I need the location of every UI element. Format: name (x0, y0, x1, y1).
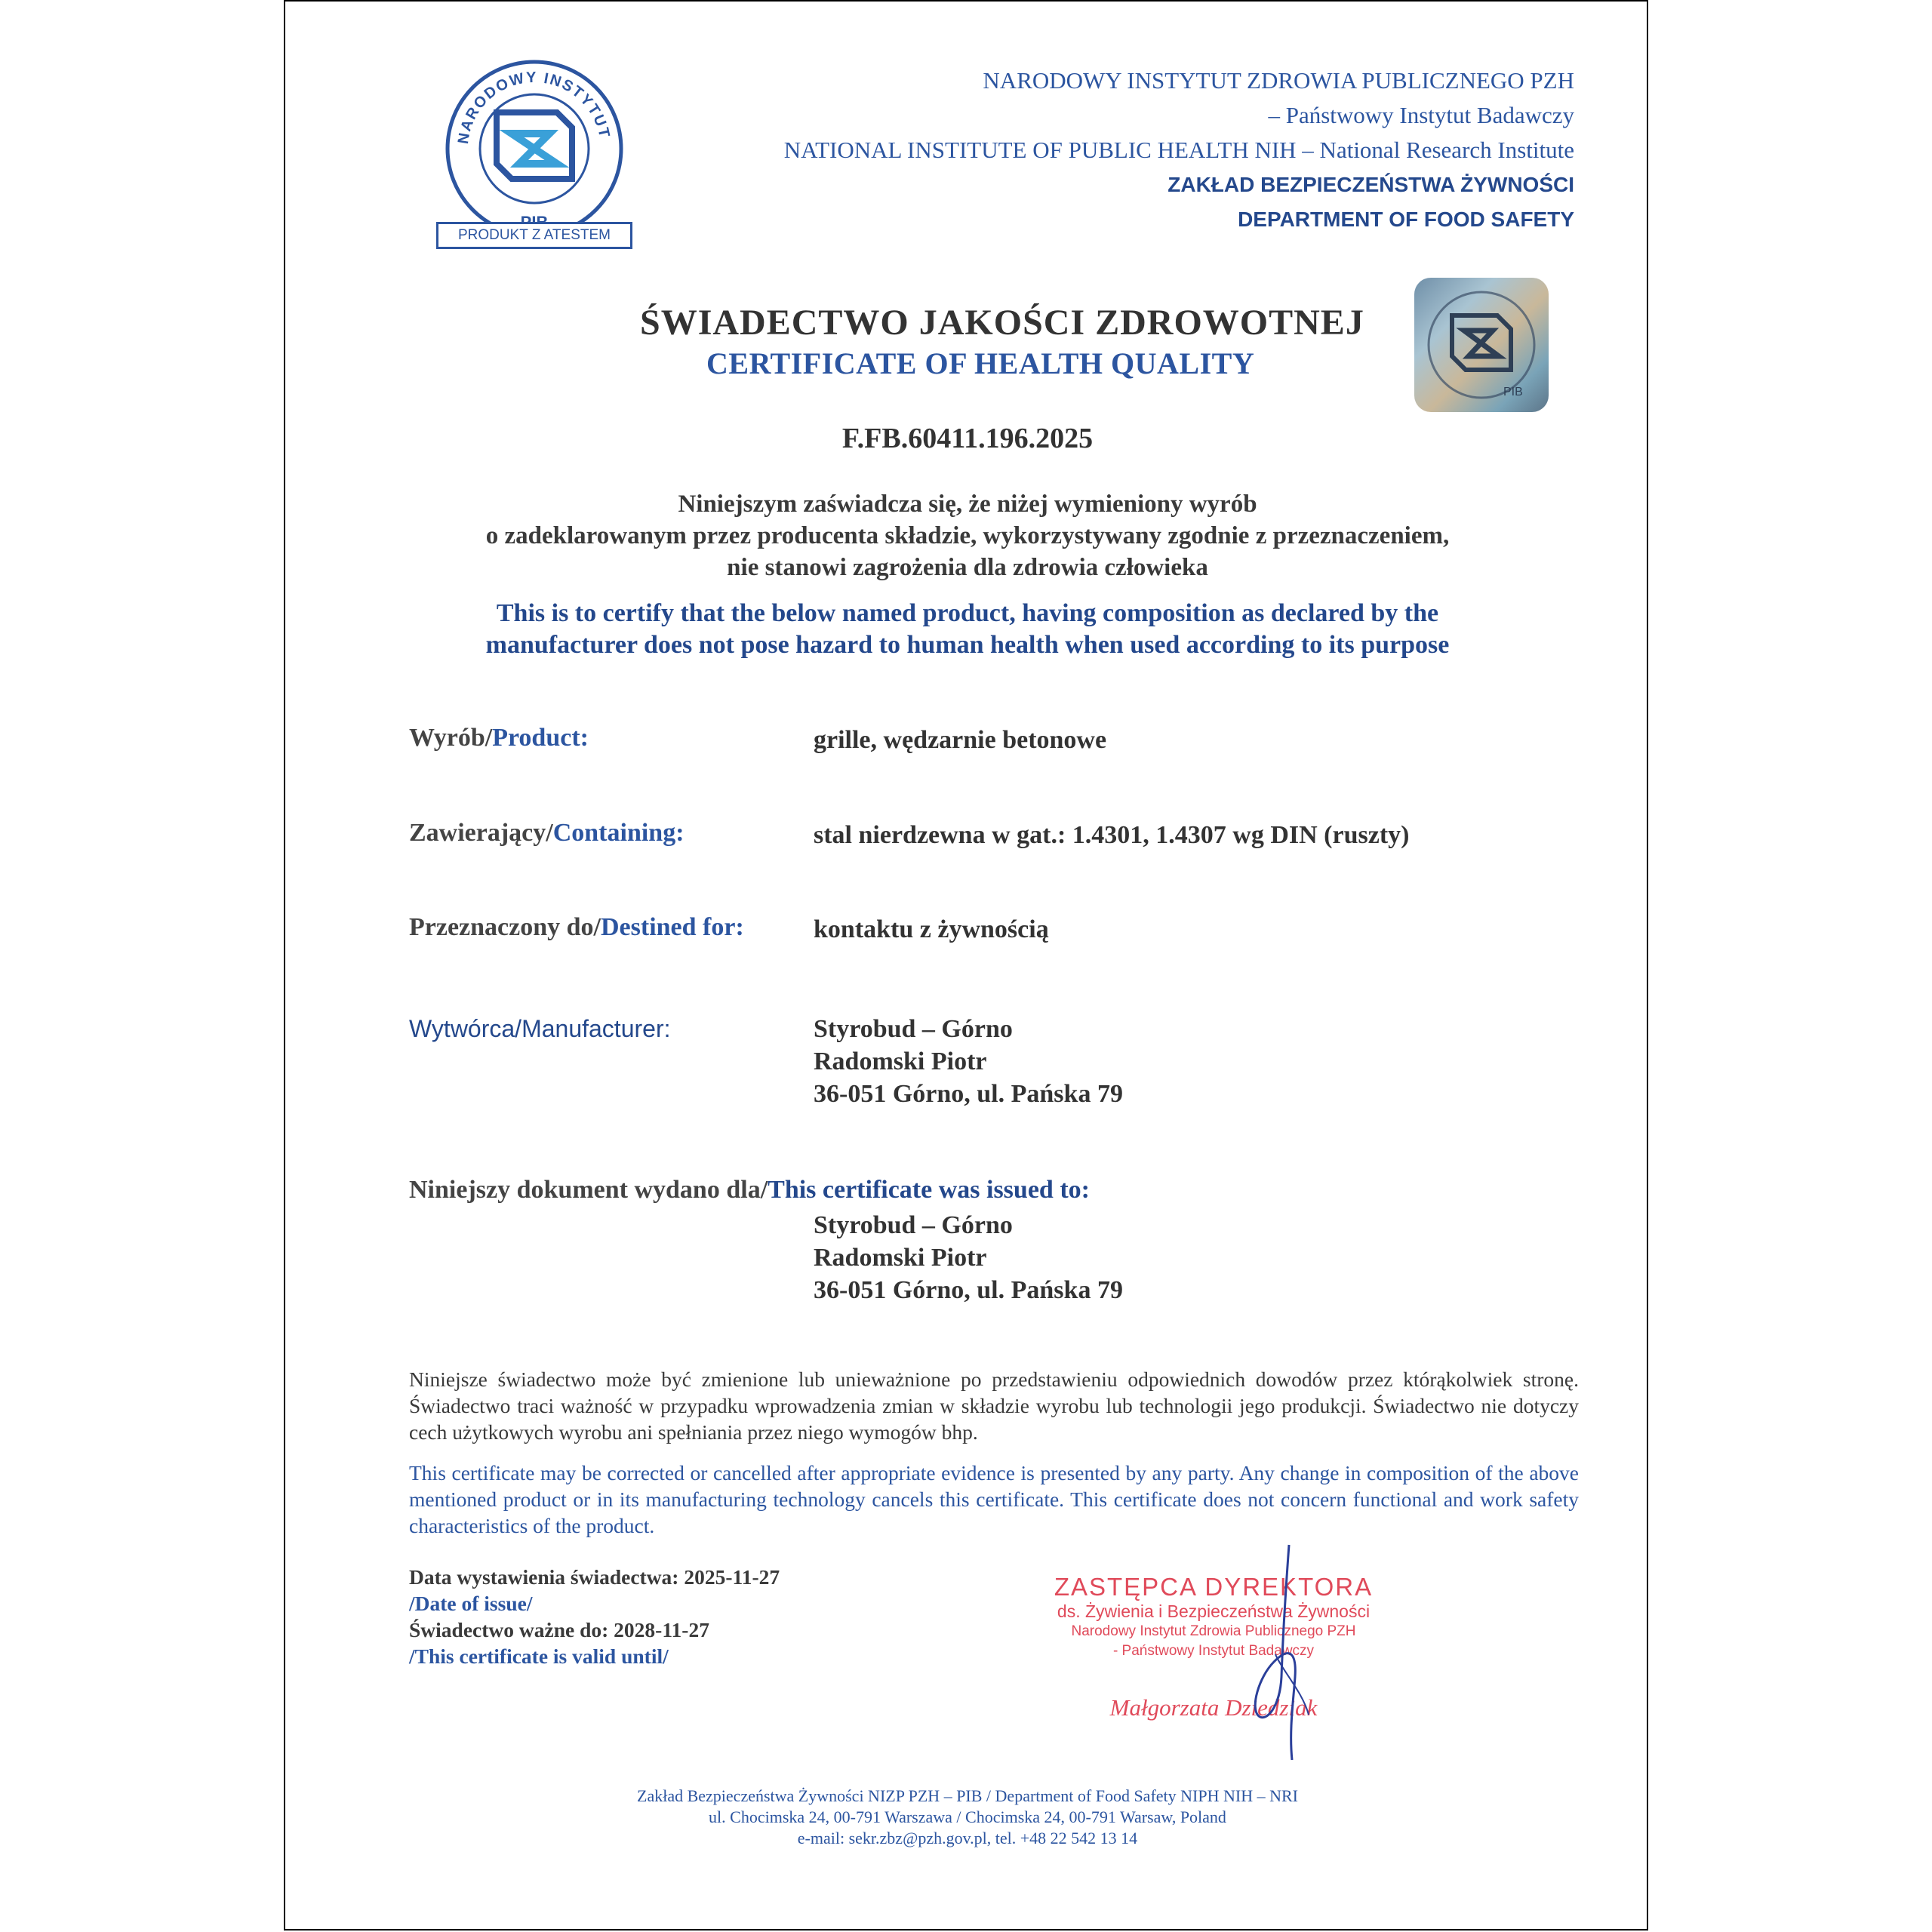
containing-label-pl: Zawierający/ (409, 819, 553, 847)
stamp-title: ZASTĘPCA DYREKTORA (1054, 1573, 1374, 1601)
issued-line-1: Styrobud – Górno (814, 1211, 1013, 1239)
manufacturer-label: Wytwórca/Manufacturer: (409, 1015, 671, 1042)
stamp-line-3: Narodowy Instytut Zdrowia Publicznego PZH (1071, 1623, 1356, 1639)
note-en: This certificate may be corrected or cancelled after appropriate evidence is presented by any party. Any change in composition of the above mentioned product or in its manufacturing technology cancels this certificate. This certificate does not concern functional and work safety characteristics of the product. (409, 1461, 1579, 1537)
logo-ring-text: NARODOWY INSTYTUT (454, 69, 614, 146)
issue-date-en: /Date of issue/ (409, 1592, 533, 1615)
manufacturer-value (814, 1013, 1123, 1110)
intro-pl-line-1: Niniejszym zaświadcza się, że niżej wymieniony wyrób (678, 491, 1257, 518)
hologram-pib: PIB (1503, 386, 1523, 398)
certificate-number: F.FB.60411.196.2025 (841, 423, 1094, 454)
issued-to-value (814, 1209, 1123, 1306)
product-label-pl: Wyrób/ (409, 724, 493, 752)
footer-line-1: Zakład Bezpieczeństwa Żywności NIZP PZH – PIB / Department of Food Safety NIPH NIH – NRI (637, 1786, 1298, 1805)
issued-label-pl: Niniejszy dokument wydano dla/ (409, 1176, 768, 1204)
destined-label-pl: Przeznaczony do/ (409, 913, 601, 941)
stamp-line-2: ds. Żywienia i Bezpieczeństwa Żywności (1057, 1601, 1371, 1621)
intro-pl-line-3: nie stanowi zagrożenia dla zdrowia człowieka (727, 554, 1208, 581)
header-line-5: DEPARTMENT OF FOOD SAFETY (1238, 208, 1574, 231)
destined-label (409, 913, 744, 942)
issued-line-2: Radomski Piotr (814, 1244, 987, 1272)
pzh-logo (436, 47, 632, 251)
issued-to-label (409, 1176, 1090, 1204)
stamp-name: Małgorzata Dziedziak (1109, 1694, 1318, 1721)
header-line-2: – Państwowy Instytut Badawczy (1268, 102, 1574, 128)
product-label-en: Product: (492, 724, 589, 752)
product-value: grille, wędzarnie betonowe (814, 726, 1107, 754)
stamp-line-4: - Państwowy Instytut Badawczy (1112, 1643, 1315, 1659)
header-line-3: NATIONAL INSTITUTE OF PUBLIC HEALTH NIH – National Research Institute (783, 137, 1574, 163)
header-line-4: ZAKŁAD BEZPIECZEŃSTWA ŻYWNOŚCI (1168, 173, 1574, 196)
note-pl: Niniejsze świadectwo może być zmienione lub unieważnione po przedstawieniu odpowiednich dowodów przez którąkolwiek stronę. Świadectwo traci ważność w przypadku wprowadzenia zmian w składzie wyrobu lub technologii jego produkcji. Świadectwo nie dotyczy cech użytkowych wyrobu ani spełniania przez niego wymogów bhp. (409, 1367, 1579, 1444)
institute-header (784, 63, 1574, 237)
containing-label-en: Containing: (552, 819, 685, 847)
manufacturer-line-2: Radomski Piotr (814, 1048, 987, 1075)
handwritten-signature (1236, 1541, 1342, 1767)
destined-label-en: Destined for: (601, 913, 744, 941)
manufacturer-line-1: Styrobud – Górno (814, 1015, 1013, 1043)
certificate-page (284, 0, 1648, 1930)
intro-en-line-2: manufacturer does not pose hazard to human health when used according to its purpose (485, 631, 1450, 659)
issued-label-en: This certificate was issued to: (768, 1176, 1090, 1204)
header-line-1: NARODOWY INSTYTUT ZDROWIA PUBLICZNEGO PZH (983, 67, 1574, 94)
product-label (409, 724, 589, 752)
intro-pl-line-2: o zadeklarowanym przez producenta składzie, wykorzystywany zgodnie z przeznaczeniem, (485, 522, 1450, 549)
logo-badge: PRODUKT Z ATESTEM (436, 222, 632, 249)
manufacturer-line-3: 36-051 Górno, ul. Pańska 79 (814, 1080, 1123, 1108)
issue-date: Data wystawienia świadectwa: 2025-11-27 (409, 1565, 780, 1589)
title-pl: ŚWIADECTWO JAKOŚCI ZDROWOTNEJ (640, 303, 1364, 343)
title-en: CERTIFICATE OF HEALTH QUALITY (706, 346, 1255, 380)
issued-line-3: 36-051 Górno, ul. Pańska 79 (814, 1276, 1123, 1304)
footer-line-2: ul. Chocimska 24, 00-791 Warszawa / Chocimska 24, 00-791 Warsaw, Poland (709, 1807, 1226, 1826)
footer (285, 1786, 1650, 1849)
containing-label (409, 819, 685, 848)
dates-block (409, 1564, 780, 1669)
footer-line-3: e-mail: sekr.zbz@pzh.gov.pl, tel. +48 22 542 13 14 (797, 1829, 1138, 1847)
valid-until-en: /This certificate is valid until/ (409, 1644, 669, 1668)
intro-en-line-1: This is to certify that the below named product, having composition as declared by the (496, 599, 1439, 627)
destined-value: kontaktu z żywnością (814, 915, 1049, 943)
hologram-seal (1414, 278, 1549, 412)
containing-value: stal nierdzewna w gat.: 1.4301, 1.4307 wg DIN (ruszty) (814, 821, 1410, 849)
intro-pl (285, 488, 1650, 583)
intro-en (285, 598, 1650, 661)
valid-until: Świadectwo ważne do: 2028-11-27 (409, 1618, 709, 1641)
